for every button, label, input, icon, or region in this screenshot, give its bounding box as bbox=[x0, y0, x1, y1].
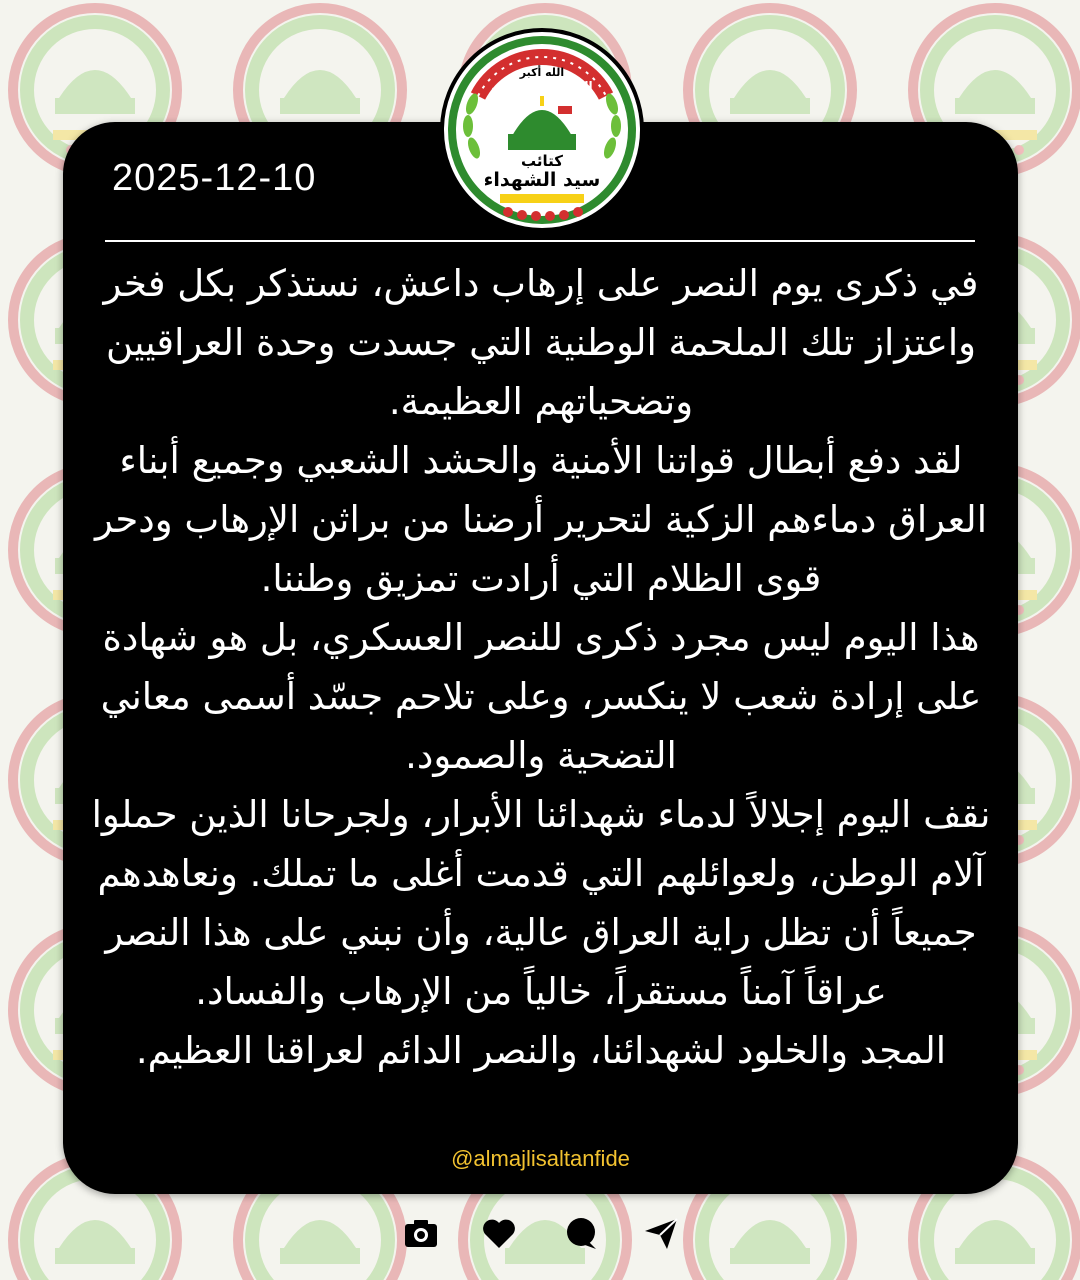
post-body bbox=[76, 254, 1006, 1080]
body-paragraph: لقد دفع أبطال قواتنا الأمنية والحشد الشعبي وجميع أبناء العراق دماءهم الزكية لتحرير أرضنا من براثن الإرهاب ودحر قوى الظلام التي أرادت تمزيق وطننا. bbox=[95, 439, 987, 600]
comment-icon[interactable] bbox=[561, 1213, 601, 1253]
post-date: 2025-12-10 bbox=[112, 157, 317, 199]
account-handle: @almajlisaltanfide bbox=[451, 1146, 630, 1171]
action-bar bbox=[0, 1213, 1080, 1257]
body-paragraph: المجد والخلود لشهدائنا، والنصر الدائم لعراقنا العظيم. bbox=[135, 1029, 947, 1072]
heart-icon[interactable] bbox=[479, 1213, 519, 1253]
divider-line bbox=[105, 240, 975, 242]
logo-top-text: الله أكبر bbox=[519, 66, 565, 79]
send-icon[interactable] bbox=[641, 1213, 681, 1253]
logo-org-line1: كتائب bbox=[521, 152, 563, 170]
logo-council-text: المجلس التنفيذي bbox=[491, 79, 593, 93]
body-paragraph: في ذكرى يوم النصر على إرهاب داعش، نستذكر بكل فخر واعتزاز تلك الملحمة الوطنية التي جسدت وحدة العراقيين وتضحياتهم العظيمة. bbox=[103, 262, 979, 423]
body-paragraph: نقف اليوم إجلالاً لدماء شهدائنا الأبرار، ولجرحانا الذين حملوا آلام الوطن، ولعوائلهم التي قدمت أغلى ما تملك. ونعاهدهم جميعاً أن تظل راية العراق عالية، وأن نبني على هذا النصر عراقاً آمناً مستقراً، خالياً من الإرهاب والفساد. bbox=[91, 793, 991, 1013]
body-paragraph: هذا اليوم ليس مجرد ذكرى للنصر العسكري، بل هو شهادة على إرادة شعب لا ينكسر، وعلى تلاحم جسّد أسمى معاني التضحية والصمود. bbox=[100, 616, 982, 777]
logo-org-line2: سيد الشهداء bbox=[483, 169, 601, 191]
camera-icon[interactable] bbox=[401, 1213, 441, 1253]
kataib-sayyid-al-shuhada-logo bbox=[438, 26, 646, 234]
